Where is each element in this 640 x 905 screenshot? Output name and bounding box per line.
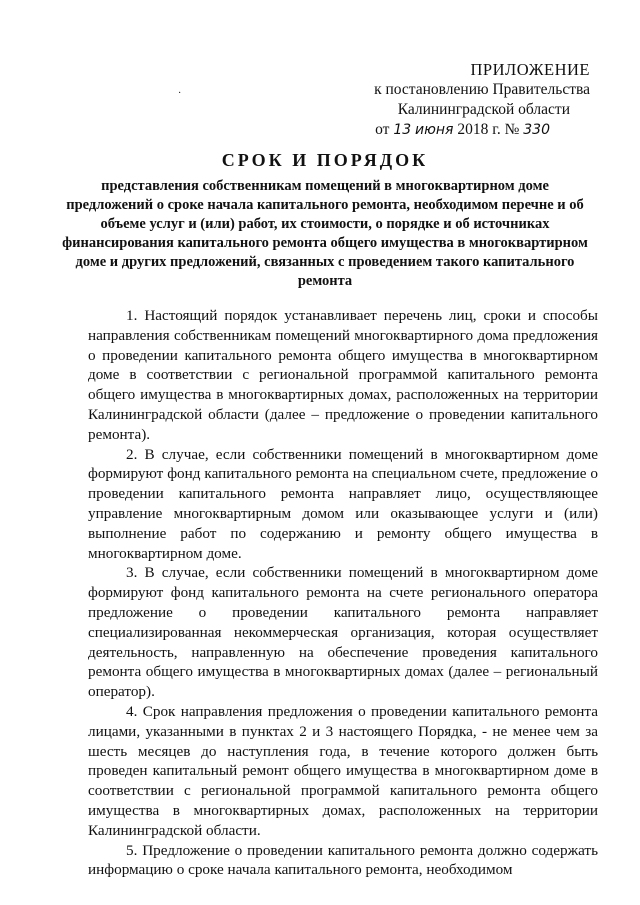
paragraph-5: 5. Предложение о проведении капитального ремонта должно содержать информацию о сроке начала капитального ремонта, необходимом	[88, 841, 598, 879]
date-day: 13	[393, 122, 412, 138]
appendix-date-line	[330, 120, 550, 140]
date-month: июня	[415, 122, 454, 138]
heading-subtitle: представления собственникам помещений в многоквартирном доме предложений о сроке начала капитального ремонта, необходимом перечне и об объеме услуг и (или) работ, их стоимости, о порядке и об источниках финансирования капитального ремонта общего имущества в многоквартирном доме и других предложений, связанных с проведением такого капитального ремонта	[62, 178, 588, 289]
document-body	[88, 306, 598, 880]
appendix-line-region: Калининградской области	[397, 101, 570, 118]
date-year: 2018 г. №	[457, 121, 520, 138]
resolution-number: 330	[523, 122, 550, 138]
heading-main: СРОК И ПОРЯДОК	[221, 150, 429, 170]
paragraph-3: 3. В случае, если собственники помещений в многоквартирном доме формируют фонд капитального ремонта на счете регионального оператора предложение о проведении капитального ремонта направляет специализированная некоммерческая организация, которая осуществляет деятельность, направленную на обеспечение проведения капитального ремонта общего имущества в многоквартирных домах (далее – региональный оператор).	[88, 564, 598, 701]
scan-speck: ·	[178, 88, 182, 99]
paragraph-4: 4. Срок направления предложения о проведении капитального ремонта лицами, указанными в пунктах 2 и 3 настоящего Порядка, - не менее чем за шесть месяцев до наступления года, в течение которого должен быть проведен капитальный ремонт общего имущества в многоквартирном доме в соответствии с региональной программой капитального ремонта общего имущества в многоквартирных домах, расположенных на территории Калининградской области.	[88, 702, 598, 839]
date-prefix: от	[375, 121, 390, 138]
appendix-title: ПРИЛОЖЕНИЕ	[470, 60, 590, 79]
appendix-block	[330, 60, 590, 140]
paragraph-1: 1. Настоящий порядок устанавливает перечень лиц, сроки и способы направления собственникам помещений многоквартирного дома предложения о проведении капитального ремонта общего имущества в многоквартирном доме в соответствии с региональной программой капитального ремонта общего имущества в многоквартирных домах, расположенных на территории Калининградской области (далее – предложение о проведении капитального ремонта).	[88, 307, 598, 443]
appendix-line-resolution: к постановлению Правительства	[374, 81, 590, 98]
document-heading	[60, 150, 590, 291]
paragraph-2: 2. В случае, если собственники помещений в многоквартирном доме формируют фонд капитального ремонта на специальном счете, предложение о проведении капитального ремонта направляет лицо, осуществляющее управление многоквартирным домом или оказывающее услуги и (или) выполнение работ по содержанию и ремонту общего имущества в многоквартирном доме.	[88, 445, 598, 562]
